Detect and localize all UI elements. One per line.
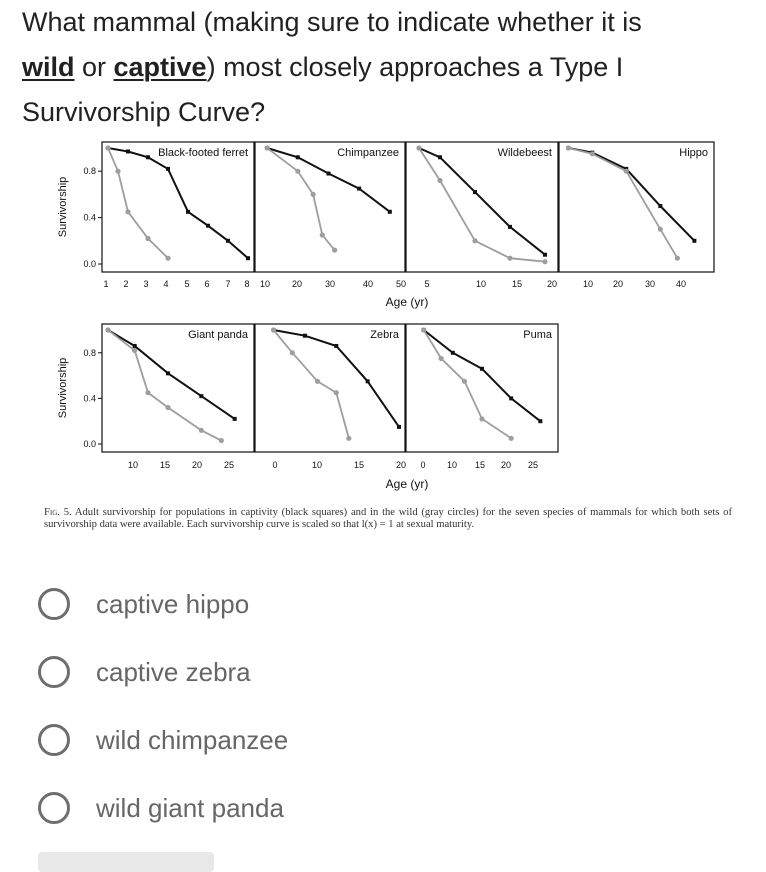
x-tick-label: 30 bbox=[324, 279, 336, 289]
captive-point bbox=[438, 155, 442, 159]
wild-point bbox=[165, 405, 170, 410]
captive-point bbox=[357, 187, 361, 191]
question-part2: ) most closely approaches a Type I Survivorship Curve? bbox=[22, 52, 624, 127]
panel-frame bbox=[102, 142, 254, 272]
option-label: wild giant panda bbox=[96, 793, 284, 823]
captive-point bbox=[658, 204, 662, 208]
wild-point bbox=[115, 169, 120, 174]
wild-point bbox=[334, 390, 339, 395]
x-tick-label: 10 bbox=[475, 279, 487, 289]
x-tick-label: 0 bbox=[272, 460, 278, 470]
x-tick-label: 7 bbox=[225, 279, 231, 289]
caption-text: Adult survivorship for populations in captivity (black squares) and in the wild (gray circles) for the seven species of mammals for which both sets of survivorship data were available. Each survivorship curve is scaled so that l(x) = 1 at sexual maturity. bbox=[44, 507, 732, 530]
captive-series-line bbox=[419, 148, 545, 255]
x-tick-label: 8 bbox=[244, 279, 250, 289]
x-tick-label: 1 bbox=[103, 279, 109, 289]
survivorship-figure bbox=[0, 138, 766, 558]
x-tick-label: 20 bbox=[500, 460, 512, 470]
x-tick-label: 5 bbox=[424, 279, 430, 289]
wild-emphasis: wild bbox=[22, 52, 75, 82]
x-tick-label: 10 bbox=[127, 460, 139, 470]
x-tick-label: 20 bbox=[191, 460, 203, 470]
x-tick-label: 10 bbox=[259, 279, 271, 289]
wild-point bbox=[311, 192, 316, 197]
wild-point bbox=[542, 259, 547, 264]
panel-title: Wildebeest bbox=[497, 147, 552, 159]
radio-button[interactable] bbox=[38, 724, 70, 756]
captive-point bbox=[186, 210, 190, 214]
y-axis-label: Survivorship bbox=[57, 176, 69, 238]
x-tick-label: 20 bbox=[291, 279, 303, 289]
wild-point bbox=[462, 379, 467, 384]
panel-title: Giant panda bbox=[188, 329, 248, 341]
panel-frame bbox=[406, 142, 558, 272]
y-tick-label: 0.0 bbox=[83, 259, 96, 269]
panel-title: Puma bbox=[523, 329, 552, 341]
x-tick-label: 5 bbox=[184, 279, 190, 289]
wild-point bbox=[132, 348, 137, 353]
panel-title: Zebra bbox=[370, 329, 399, 341]
x-tick-label: 30 bbox=[644, 279, 656, 289]
submit-button[interactable] bbox=[38, 852, 214, 872]
caption-fig-label: Fig. 5. bbox=[44, 507, 72, 518]
captive-point bbox=[508, 225, 512, 229]
x-axis-label: Age (yr) bbox=[385, 477, 429, 491]
question-or: or bbox=[74, 52, 114, 82]
captive-point bbox=[692, 239, 696, 243]
captive-point bbox=[509, 396, 513, 400]
x-tick-label: 25 bbox=[223, 460, 235, 470]
wild-point bbox=[658, 227, 663, 232]
wild-point bbox=[437, 178, 442, 183]
x-tick-label: 3 bbox=[143, 279, 149, 289]
captive-point bbox=[206, 224, 210, 228]
captive-point bbox=[226, 239, 230, 243]
wild-point bbox=[439, 356, 444, 361]
figure-caption bbox=[44, 507, 732, 531]
captive-point bbox=[146, 155, 150, 159]
panel-title: Chimpanzee bbox=[337, 147, 399, 159]
x-tick-label: 2 bbox=[123, 279, 129, 289]
captive-point bbox=[480, 367, 484, 371]
x-tick-label: 6 bbox=[204, 279, 210, 289]
x-tick-label: 10 bbox=[311, 460, 323, 470]
x-tick-label: 15 bbox=[353, 460, 365, 470]
x-tick-label: 50 bbox=[395, 279, 407, 289]
x-tick-label: 40 bbox=[362, 279, 374, 289]
captive-point bbox=[451, 351, 455, 355]
panel-title: Hippo bbox=[679, 147, 708, 159]
wild-point bbox=[265, 145, 270, 150]
wild-point bbox=[566, 145, 571, 150]
wild-series-line bbox=[568, 148, 677, 258]
x-tick-label: 20 bbox=[612, 279, 624, 289]
captive-point bbox=[246, 256, 250, 260]
captive-point bbox=[166, 167, 170, 171]
wild-point bbox=[105, 327, 110, 332]
panel-frame bbox=[559, 142, 714, 272]
x-tick-label: 15 bbox=[511, 279, 523, 289]
option-label: captive zebra bbox=[96, 657, 251, 687]
wild-point bbox=[145, 390, 150, 395]
captive-series-line bbox=[108, 330, 235, 419]
x-tick-label: 10 bbox=[446, 460, 458, 470]
x-tick-label: 40 bbox=[675, 279, 687, 289]
captive-point bbox=[543, 253, 547, 257]
wild-point bbox=[320, 232, 325, 237]
wild-point bbox=[416, 145, 421, 150]
captive-series-line bbox=[568, 148, 694, 241]
wild-point bbox=[421, 327, 426, 332]
wild-point bbox=[346, 436, 351, 441]
captive-point bbox=[296, 155, 300, 159]
wild-point bbox=[219, 438, 224, 443]
wild-point bbox=[271, 327, 276, 332]
wild-point bbox=[332, 247, 337, 252]
radio-button[interactable] bbox=[38, 792, 70, 824]
captive-point bbox=[366, 379, 370, 383]
captive-point bbox=[326, 172, 330, 176]
wild-point bbox=[509, 436, 514, 441]
captive-point bbox=[303, 334, 307, 338]
y-tick-label: 0.0 bbox=[83, 439, 96, 449]
captive-point bbox=[538, 419, 542, 423]
wild-point bbox=[624, 169, 629, 174]
captive-point bbox=[166, 371, 170, 375]
x-tick-label: 15 bbox=[474, 460, 486, 470]
captive-emphasis: captive bbox=[113, 52, 207, 82]
wild-point bbox=[675, 256, 680, 261]
wild-point bbox=[125, 209, 130, 214]
captive-point bbox=[233, 417, 237, 421]
x-tick-label: 20 bbox=[546, 279, 558, 289]
x-tick-label: 0 bbox=[420, 460, 426, 470]
y-tick-label: 0.4 bbox=[83, 212, 96, 223]
y-tick-label: 0.8 bbox=[83, 166, 96, 177]
captive-point bbox=[133, 344, 137, 348]
wild-point bbox=[105, 145, 110, 150]
x-tick-label: 10 bbox=[582, 279, 594, 289]
wild-point bbox=[507, 256, 512, 261]
x-tick-label: 15 bbox=[159, 460, 171, 470]
captive-point bbox=[126, 149, 130, 153]
question-part1: What mammal (making sure to indicate whether it is bbox=[22, 7, 642, 37]
option-label: captive hippo bbox=[96, 589, 250, 619]
wild-point bbox=[315, 379, 320, 384]
wild-point bbox=[290, 350, 295, 355]
captive-series-line bbox=[424, 330, 541, 421]
option-label: wild chimpanzee bbox=[96, 725, 289, 755]
y-tick-label: 0.8 bbox=[83, 347, 96, 358]
x-tick-label: 20 bbox=[395, 460, 407, 470]
wild-point bbox=[590, 151, 595, 156]
wild-point bbox=[472, 238, 477, 243]
radio-button[interactable] bbox=[38, 656, 70, 688]
wild-point bbox=[479, 416, 484, 421]
wild-point bbox=[199, 428, 204, 433]
wild-point bbox=[295, 169, 300, 174]
x-tick-label: 25 bbox=[527, 460, 539, 470]
wild-point bbox=[145, 236, 150, 241]
x-tick-label: 4 bbox=[163, 279, 169, 289]
wild-point bbox=[165, 256, 170, 261]
y-tick-label: 0.4 bbox=[83, 393, 96, 404]
question-text bbox=[22, 0, 752, 135]
wild-series-line bbox=[108, 330, 221, 441]
captive-point bbox=[199, 394, 203, 398]
captive-point bbox=[397, 425, 401, 429]
panel-frame bbox=[406, 324, 558, 452]
captive-point bbox=[334, 344, 338, 348]
panel-title: Black-footed ferret bbox=[158, 147, 248, 159]
x-axis-label: Age (yr) bbox=[385, 295, 429, 309]
captive-point bbox=[473, 190, 477, 194]
y-axis-label: Survivorship bbox=[57, 357, 69, 419]
survivorship-chart bbox=[0, 138, 766, 498]
captive-point bbox=[388, 210, 392, 214]
wild-series-line bbox=[419, 148, 545, 262]
radio-button[interactable] bbox=[38, 588, 70, 620]
